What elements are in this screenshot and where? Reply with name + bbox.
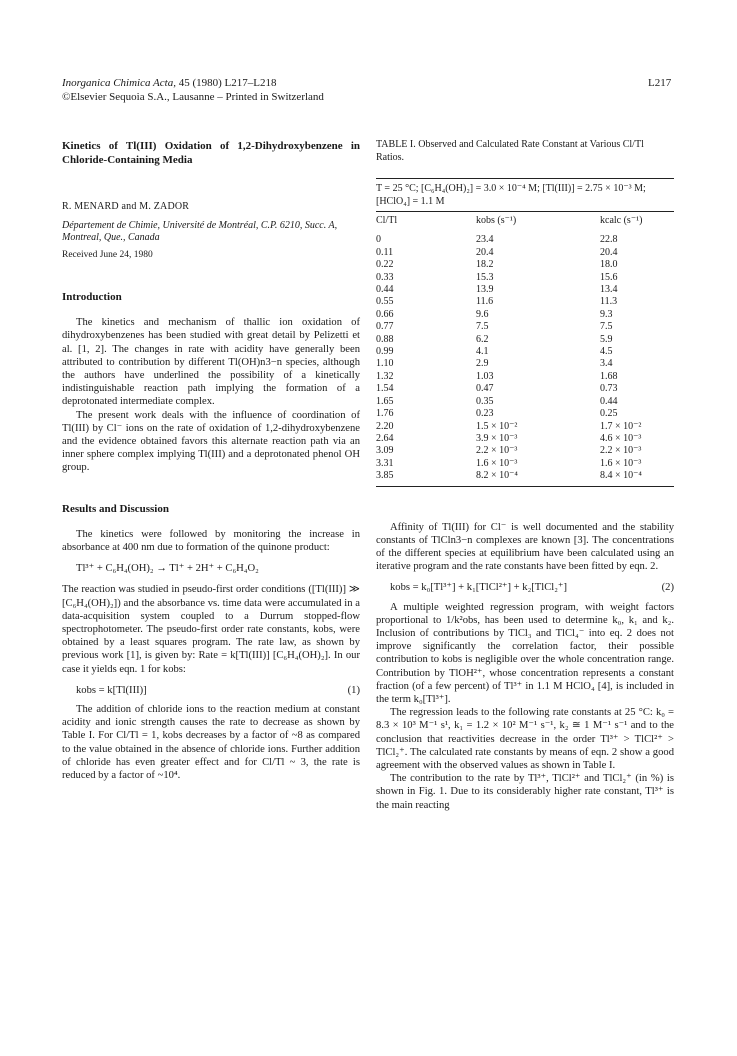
journal-header xyxy=(62,76,382,104)
table-caption: TABLE I. Observed and Calculated Rate Constant at Various Cl/Tl Ratios. xyxy=(376,139,644,163)
table-cell: 22.8 xyxy=(600,234,618,246)
table-row xyxy=(376,259,674,271)
table-cell: 4.6 × 10⁻³ xyxy=(600,432,642,444)
table-cell: 5.9 xyxy=(600,333,613,345)
table-cell: 9.6 xyxy=(476,308,489,320)
table-cell: 2.9 xyxy=(476,358,489,370)
article-title: Kinetics of Tl(III) Oxidation of 1,2-Dihydroxybenzene in Chloride-Containing Media xyxy=(62,140,360,166)
table-cell: 0.23 xyxy=(476,408,494,420)
table-cell: 0.55 xyxy=(376,296,394,308)
table-cell: 1.5 × 10⁻² xyxy=(476,420,518,432)
table-cell: 11.3 xyxy=(600,296,618,308)
equation-2-row xyxy=(376,581,674,594)
table-cell: 18.2 xyxy=(476,259,494,271)
table-cell: 1.68 xyxy=(600,370,618,382)
table-cell: 2.64 xyxy=(376,432,394,444)
table-cell: 1.65 xyxy=(376,395,394,407)
introduction-paragraph-2: The present work deals with the influence of coordination of Tl(III) by Cl⁻ ions on the rate of oxidation of 1,2-dihydroxybenzene and the evidence obtained favors this alternate reaction path via an inner sphere complex implying Tl(III) and a deprotonated phenol OH group. xyxy=(62,409,360,474)
table-cell: 18.0 xyxy=(600,259,618,271)
results-paragraph-1: The kinetics were followed by monitoring the increase in absorbance at 400 nm due to formation of the quinone product: xyxy=(62,528,360,554)
table-row xyxy=(376,334,674,346)
table-header-cell: kcalc (s⁻¹) xyxy=(600,215,643,226)
table-cell: 2.2 × 10⁻³ xyxy=(600,445,642,457)
table-cell: 23.4 xyxy=(476,234,494,246)
table-cell: 0.99 xyxy=(376,346,394,358)
left-column xyxy=(62,139,360,782)
table-cell: 1.6 × 10⁻³ xyxy=(600,457,642,469)
table-cell: 2.20 xyxy=(376,420,394,432)
right-paragraph-3: The regression leads to the following rate constants at 25 °C: k₀ = 8.3 × 10³ M⁻¹ s¹, k₁ = 1.2 × 10² M⁻¹ s⁻¹, k₂ ≅ 1 M⁻¹ s⁻¹ and to the conclusion that reactivities decrease in the order Tl³⁺ > TlCl²⁺ > TlCl₂⁺. The calculated rate constants by means of eqn. 2 show a good agreement with the observed values as shown in Table I. xyxy=(376,707,674,771)
table-cell: 3.31 xyxy=(376,457,394,469)
table-cell: 2.2 × 10⁻³ xyxy=(476,445,518,457)
affiliation: Département de Chimie, Université de Montréal, C.P. 6210, Succ. A, Montreal, Que., Canada xyxy=(62,219,338,243)
table-cell: 0.25 xyxy=(600,408,618,420)
table-row xyxy=(376,309,674,321)
table-cell: 1.32 xyxy=(376,370,394,382)
table-cell: 1.03 xyxy=(476,370,494,382)
table-header-cell: kobs (s⁻¹) xyxy=(476,215,517,226)
right-paragraph-1: Affinity of Tl(III) for Cl⁻ is well documented and the stability constants of TlCln3−n complexes are known [3]. The concentrations of the different species at equilibrium have been calculated using an iterative program and the rate constants have been fitted by eqn. 2. xyxy=(376,521,674,573)
table-body xyxy=(376,230,674,485)
table-conditions: T = 25 °C; [C₆H₄(OH)₂] = 3.0 × 10⁻⁴ M; [Tl(III)] = 2.75 × 10⁻³ M; [HClO₄] = 1.1 M xyxy=(376,183,646,207)
table-cell: 0.44 xyxy=(600,395,618,407)
table-cell: 8.4 × 10⁻⁴ xyxy=(600,470,642,482)
authors: R. MENARD and M. ZADOR xyxy=(62,201,190,212)
table-cell: 0.73 xyxy=(600,383,618,395)
table-cell: 0.77 xyxy=(376,321,394,333)
equation-2: kobs = k₀[Tl³⁺] + k₁[TlCl²⁺] + k₂[TlCl₂⁺] xyxy=(390,582,568,594)
table-cell: 3.9 × 10⁻³ xyxy=(476,432,518,444)
equation-1-number: (1) xyxy=(347,684,360,696)
reaction-equation: Tl³⁺ + C₆H₄(OH)₂ → Tl⁺ + 2H⁺ + C₆H₄O₂ xyxy=(76,563,259,575)
table-row xyxy=(376,346,674,358)
table-cell: 9.3 xyxy=(600,308,613,320)
table-cell: 3.85 xyxy=(376,470,394,482)
table-row xyxy=(376,458,674,470)
introduction-heading: Introduction xyxy=(62,291,122,303)
table-cell: 1.76 xyxy=(376,408,394,420)
table-cell: 1.6 × 10⁻³ xyxy=(476,457,518,469)
results-paragraph-3: The addition of chloride ions to the reaction medium at constant acidity and ionic strength causes the rate to decrease as shown by Table I. For Cl/Tl = 1, kobs decreases by a factor of ~8 as compared to the value obtained in the absence of chloride ions. Further addition of chloride has even greater effect and for Cl/Tl ~ 3, the rate is reduced by a factor of ~10⁴. xyxy=(62,704,360,782)
results-heading: Results and Discussion xyxy=(62,502,169,515)
table-cell: 4.1 xyxy=(476,346,489,358)
table-row xyxy=(376,433,674,445)
table-cell: 0 xyxy=(376,234,381,246)
table-cell: 0.47 xyxy=(476,383,494,395)
equation-2-number: (2) xyxy=(661,582,674,594)
table-cell: 7.5 xyxy=(476,321,489,333)
table-row xyxy=(376,247,674,259)
table-header-cell: Cl/Tl xyxy=(376,215,398,226)
introduction-paragraph-1: The kinetics and mechanism of thallic ion oxidation of dihydroxybenzenes has been studied with great detail by Pelizetti et al. [1, 2]. The changes in rate with acidity have generally been attributed to contribution by different Tl(OH)n3−n species, although the authors have underlined the possibility of a kinetically indistinguishable reaction path implying the formation of a deprotonated intermediate complex. xyxy=(62,317,360,408)
page-number: L217 xyxy=(648,77,672,89)
table-cell: 15.6 xyxy=(600,271,618,283)
journal-citation: 45 (1980) L217–L218 xyxy=(178,77,277,89)
table-row xyxy=(376,296,674,308)
journal-name: Inorganica Chimica Acta, xyxy=(62,77,176,89)
table-row xyxy=(376,408,674,420)
table-cell: 13.9 xyxy=(476,284,494,296)
table-cell: 7.5 xyxy=(600,321,613,333)
table-cell: 0.33 xyxy=(376,271,394,283)
publisher-line: ©Elsevier Sequoia S.A., Lausanne – Printed in Switzerland xyxy=(62,91,324,103)
table-cell: 0.11 xyxy=(376,246,394,258)
table-cell: 13.4 xyxy=(600,284,618,296)
table-row xyxy=(376,445,674,457)
results-paragraph-2: The reaction was studied in pseudo-first order conditions ([Tl(III)] ≫ [C₆H₄(OH)₂]) and the absorbance vs. time data were accumulated in a data-acquisition system coupled to a Durrum stopped-flow spectrophotometer. The pseudo-first order rate constants, kobs, were obtained by a least squares program. The rate law, as shown by previous work [1], is given by: Rate = k[Tl(III)] [C₆H₄(OH)₂]. In our case it yields eqn. 1 for kobs: xyxy=(62,584,360,675)
table-cell: 1.10 xyxy=(376,358,394,370)
table-cell: 6.2 xyxy=(476,333,489,345)
table-cell: 0.88 xyxy=(376,333,394,345)
table-row xyxy=(376,272,674,284)
table-cell: 0.44 xyxy=(376,284,394,296)
table-cell: 20.4 xyxy=(600,246,618,258)
table-cell: 1.7 × 10⁻² xyxy=(600,420,642,432)
table-cell: 0.66 xyxy=(376,308,394,320)
table-row xyxy=(376,358,674,370)
table-cell: 15.3 xyxy=(476,271,494,283)
table-row xyxy=(376,284,674,296)
right-paragraph-2: A multiple weighted regression program, with weight factors proportional to 1/k²obs, has been used to determine k₀, k₁ and k₂. Inclusion of contributions by TlCl₃ and TlCl₄⁻ into eq. 2 does not improve significantly the correlation factor, their possible contribution to kobs is negligible over the whole concentration range. Contribution by TlOH²⁺, whose concentration represents a constant fraction (of a few percent) of Tl³⁺ in 1.1 M HClO₄ [4], is included in the term k₀[Tl³⁺]. xyxy=(376,601,674,705)
right-paragraph-4: The contribution to the rate by Tl³⁺, TlCl²⁺ and TlCl₂⁺ (in %) is shown in Fig. 1. Due to its considerably higher rate constant, Tl³⁺ is the main reacting xyxy=(376,773,674,811)
table-row xyxy=(376,470,674,485)
right-column xyxy=(376,139,674,812)
table-cell: 3.09 xyxy=(376,445,394,457)
table-row xyxy=(376,396,674,408)
table-cell: 4.5 xyxy=(600,346,613,358)
table-cell: 11.6 xyxy=(476,296,494,308)
equation-1: kobs = k[Tl(III)] xyxy=(76,684,147,696)
equation-1-row xyxy=(62,684,360,697)
received-date: Received June 24, 1980 xyxy=(62,249,153,260)
table-cell: 8.2 × 10⁻⁴ xyxy=(476,470,518,482)
table-cell: 1.54 xyxy=(376,383,394,395)
table-cell: 0.35 xyxy=(476,395,494,407)
table-row xyxy=(376,371,674,383)
table-cell: 3.4 xyxy=(600,358,613,370)
rate-constant-table xyxy=(376,212,674,486)
table-row xyxy=(376,421,674,433)
table-row xyxy=(376,321,674,333)
table-row xyxy=(376,383,674,395)
table-header-row xyxy=(376,212,674,230)
table-row xyxy=(376,230,674,246)
table-cell: 20.4 xyxy=(476,246,494,258)
table-cell: 0.22 xyxy=(376,259,394,271)
